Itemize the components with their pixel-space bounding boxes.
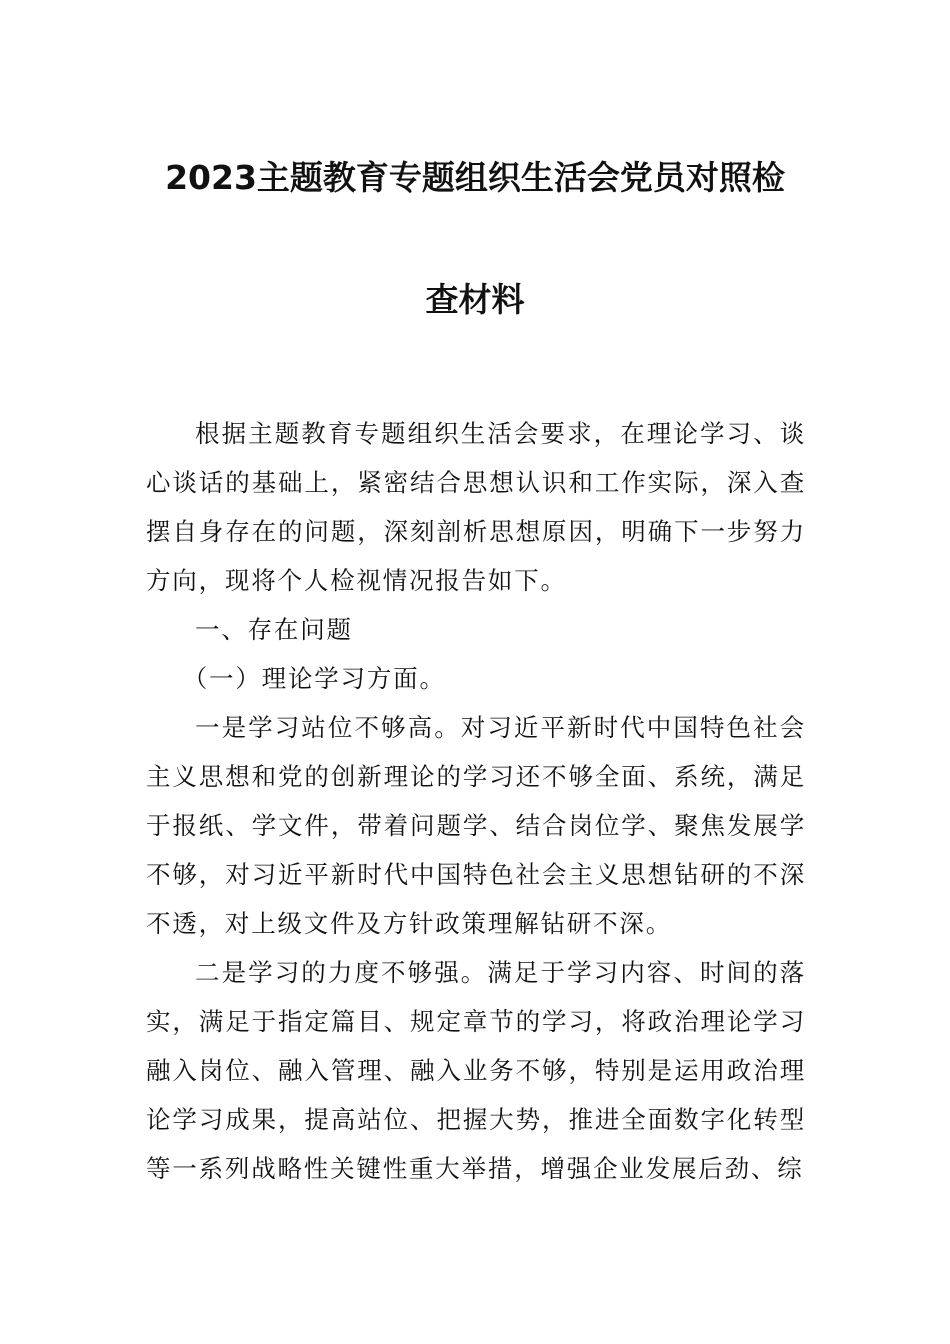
document-title-line-2: 查材料 xyxy=(425,280,525,319)
subsection-heading-theory-study: （一）理论学习方面。 xyxy=(182,664,446,693)
document-title-line-1: 2023主题教育专题组织生活会党员对照检 xyxy=(165,158,785,197)
body-paragraph-1: 一是学习站位不够高。对习近平新时代中国特色社会主义思想和党的创新理论的学习还不够全面、系统，满足于报纸、学文件，带着问题学、结合岗位学、聚焦发展学不够，对习近平新时代中国特色社会主义思想钻研的不深不透，对上级文件及方针政策理解钻研不深。 xyxy=(146,713,806,938)
section-heading-problems: 一、存在问题 xyxy=(195,615,353,644)
intro-paragraph: 根据主题教育专题组织生活会要求，在理论学习、谈心谈话的基础上，紧密结合思想认识和工作实际，深入查摆自身存在的问题，深刻剖析思想原因，明确下一步努力方向，现将个人检视情况报告如下。 xyxy=(146,419,806,595)
document-body xyxy=(146,409,806,1193)
body-paragraph-2: 二是学习的力度不够强。满足于学习内容、时间的落实，满足于指定篇目、规定章节的学习，将政治理论学习融入岗位、融入管理、融入业务不够，特别是运用政治理论学习成果，提高站位、把握大势，推进全面数字化转型等一系列战略性关键性重大举措，增强企业发展后劲、综 xyxy=(146,958,806,1183)
